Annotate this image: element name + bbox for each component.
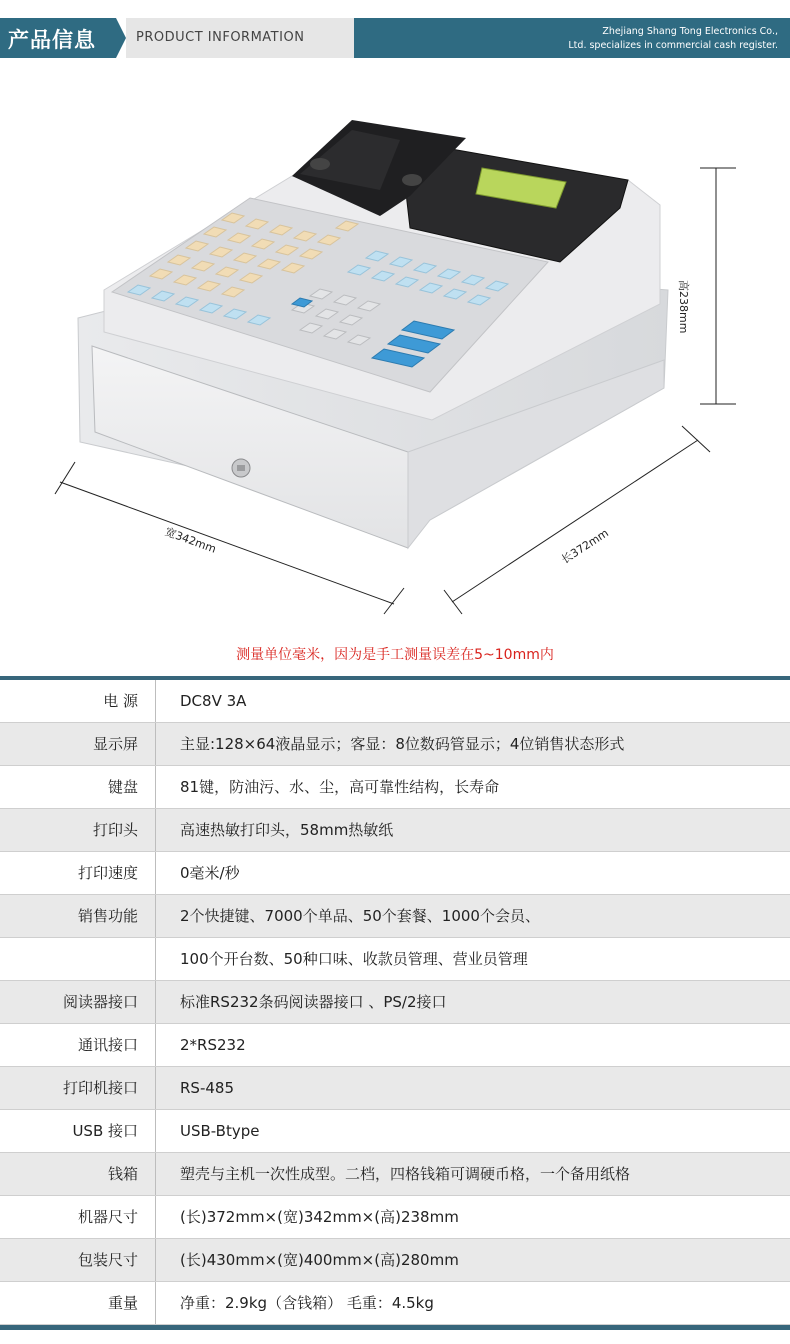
spec-value: 净重：2.9kg（含钱箱） 毛重：4.5kg <box>180 1294 434 1312</box>
column-divider <box>155 680 156 723</box>
column-divider <box>155 981 156 1024</box>
spec-label: 重量 <box>107 1294 138 1312</box>
table-bottom-border <box>0 1325 790 1330</box>
spec-value: 塑壳与主机一次性成型。二档，四格钱箱可调硬币格，一个备用纸格 <box>180 1165 631 1183</box>
spec-label <box>0 938 138 981</box>
product-image <box>0 60 790 640</box>
spec-label: 键盘 <box>107 778 138 796</box>
table-row <box>0 981 790 1024</box>
header-title-block <box>0 18 116 58</box>
spec-value: USB-Btype <box>180 1122 260 1140</box>
table-row <box>0 723 790 766</box>
spec-value: 100个开台数、50种口味、收款员管理、营业员管理 <box>180 950 528 968</box>
spec-label: 显示屏 <box>92 735 138 753</box>
column-divider <box>155 938 156 981</box>
spec-label: 打印速度 <box>77 864 138 882</box>
table-row <box>0 680 790 723</box>
header-subtitle-block <box>126 18 354 58</box>
measurement-note: 测量单位毫米，因为是手工测量误差在5~10mm内 <box>236 647 554 663</box>
header-title-en: PRODUCT INFORMATION <box>136 30 305 45</box>
spec-label: 打印机接口 <box>62 1079 138 1097</box>
column-divider <box>155 1239 156 1282</box>
spec-label: 电 源 <box>103 692 138 710</box>
column-divider <box>155 1282 156 1325</box>
column-divider <box>155 1024 156 1067</box>
spec-value: 主显:128×64液晶显示；客显：8位数码管显示；4位销售状态形式 <box>180 735 625 753</box>
table-row <box>0 852 790 895</box>
spec-label: 打印头 <box>92 821 138 839</box>
dimension-length-label: 长372mm <box>559 526 611 567</box>
table-row <box>0 1282 790 1325</box>
dimension-height-label: 高238mm <box>677 280 690 334</box>
column-divider <box>155 809 156 852</box>
spec-value: 2*RS232 <box>180 1036 246 1054</box>
table-row <box>0 1153 790 1196</box>
column-divider <box>155 723 156 766</box>
spec-value: 0毫米/秒 <box>180 864 240 882</box>
spec-label: 通讯接口 <box>77 1036 138 1054</box>
table-row <box>0 1110 790 1153</box>
spec-value: RS-485 <box>180 1079 234 1097</box>
spec-value: 标准RS232条码阅读器接口 、PS/2接口 <box>180 993 447 1011</box>
table-row <box>0 938 790 981</box>
company-line-2: Ltd. specializes in commercial cash register. <box>568 40 778 51</box>
header-company-block <box>354 18 790 58</box>
spec-label: 机器尺寸 <box>77 1208 138 1226</box>
spec-value: 2个快捷键、7000个单品、50个套餐、1000个会员、 <box>180 907 540 925</box>
spec-label: 包装尺寸 <box>77 1251 138 1269</box>
column-divider <box>155 1153 156 1196</box>
column-divider <box>155 1196 156 1239</box>
column-divider <box>155 1067 156 1110</box>
spec-value: 高速热敏打印头，58mm热敏纸 <box>180 821 394 839</box>
table-row <box>0 1024 790 1067</box>
header-arrow <box>116 18 126 58</box>
column-divider <box>155 1110 156 1153</box>
spec-value: 81键，防油污、水、尘，高可靠性结构，长寿命 <box>180 778 500 796</box>
spec-value: (长)430mm×(宽)400mm×(高)280mm <box>180 1251 459 1269</box>
cash-register-illustration <box>0 60 790 640</box>
spec-label: 销售功能 <box>77 907 138 925</box>
column-divider <box>155 852 156 895</box>
header-title-cn: 产品信息 <box>8 28 96 52</box>
header-bar <box>0 18 790 58</box>
spec-value: (长)372mm×(宽)342mm×(高)238mm <box>180 1208 459 1226</box>
column-divider <box>155 895 156 938</box>
table-row <box>0 895 790 938</box>
spec-value: DC8V 3A <box>180 692 247 710</box>
spec-label: 阅读器接口 <box>62 993 138 1011</box>
spec-label: 钱箱 <box>107 1165 138 1183</box>
spec-table <box>0 676 790 1330</box>
table-row <box>0 766 790 809</box>
table-row <box>0 1196 790 1239</box>
table-row <box>0 809 790 852</box>
spec-label: USB 接口 <box>72 1122 138 1140</box>
dimension-width-label: 宽342mm <box>163 525 218 556</box>
table-row <box>0 1239 790 1282</box>
company-line-1: Zhejiang Shang Tong Electronics Co., <box>602 26 778 37</box>
column-divider <box>155 766 156 809</box>
table-row <box>0 1067 790 1110</box>
